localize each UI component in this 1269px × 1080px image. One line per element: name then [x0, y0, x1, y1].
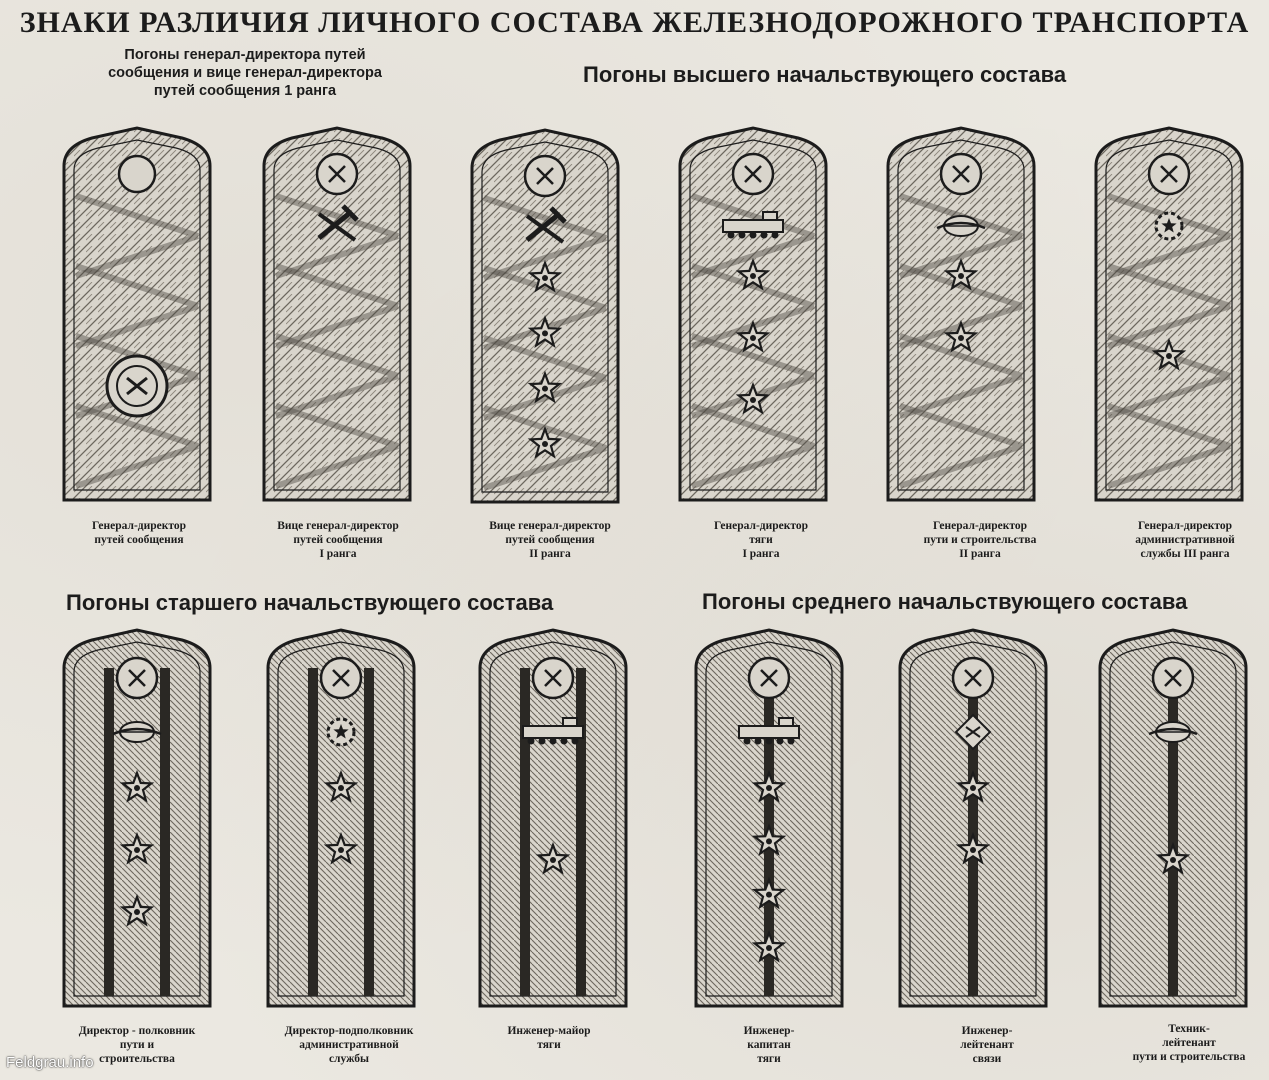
caption-top-3: Генерал-директор тяги I ранга	[713, 520, 809, 560]
caption-top-4: Генерал-директор пути и строительства II ранга	[923, 520, 1037, 560]
strap-bottom-1	[266, 628, 416, 1008]
caption-top-0: Генерал-директор путей сообщения	[91, 520, 187, 546]
upper-command-heading: Погоны старшего начальствующего состава	[66, 590, 554, 615]
rank-stripe	[1168, 668, 1178, 996]
strap-bottom-4	[898, 628, 1048, 1008]
rank-stripe	[308, 668, 318, 996]
caption-bottom-3: Инженер- капитан тяги	[743, 1025, 795, 1065]
gear-emblem	[328, 719, 354, 745]
rank-stripe	[160, 668, 170, 996]
caption-bottom-2: Инженер-майор тяги	[507, 1025, 591, 1051]
page-title: ЗНАКИ РАЗЛИЧИЯ ЛИЧНОГО СОСТАВА ЖЕЛЕЗНОДОРОЖНОГО ТРАНСПОРТА	[19, 6, 1250, 39]
caption-bottom-4: Инженер- лейтенант связи	[960, 1025, 1014, 1065]
rank-stripe	[364, 668, 374, 996]
caption-top-1: Вице генерал-директор путей сообщения I ранга	[277, 520, 399, 560]
caption-bottom-5: Техник- лейтенант пути и строительства	[1132, 1023, 1246, 1063]
senior-command-heading: Погоны высшего начальствующего состава	[583, 62, 1067, 87]
caption-top-5: Генерал-директор административной службы III ранга	[1135, 520, 1235, 560]
strap-top-0	[62, 126, 212, 502]
strap-top-5	[1094, 126, 1244, 502]
rank-stripe	[520, 668, 530, 996]
middle-command-heading: Погоны среднего начальствующего состава	[702, 589, 1188, 614]
crest-emblem	[107, 356, 167, 416]
strap-bottom-5	[1098, 628, 1248, 1008]
strap-bottom-2	[478, 628, 628, 1008]
strap-bottom-3	[694, 628, 844, 1008]
gear-emblem	[1156, 213, 1182, 239]
strap-top-3	[678, 126, 828, 502]
watermark: Feldgrau.info	[6, 1054, 94, 1071]
strap-top-4	[886, 126, 1036, 502]
general-directors-heading: Погоны генерал-директора путей сообщения и вице генерал-директора путей сообщения 1 ранга	[108, 47, 382, 99]
strap-top-2	[470, 128, 620, 504]
caption-top-2: Вице генерал-директор путей сообщения II ранга	[489, 520, 611, 560]
caption-bottom-0: Директор - полковник пути и строительства	[78, 1025, 196, 1065]
rank-stripe	[104, 668, 114, 996]
strap-bottom-0	[62, 628, 212, 1008]
strap-top-1	[262, 126, 412, 502]
caption-bottom-1: Директор-подполковник административной службы	[284, 1025, 414, 1065]
